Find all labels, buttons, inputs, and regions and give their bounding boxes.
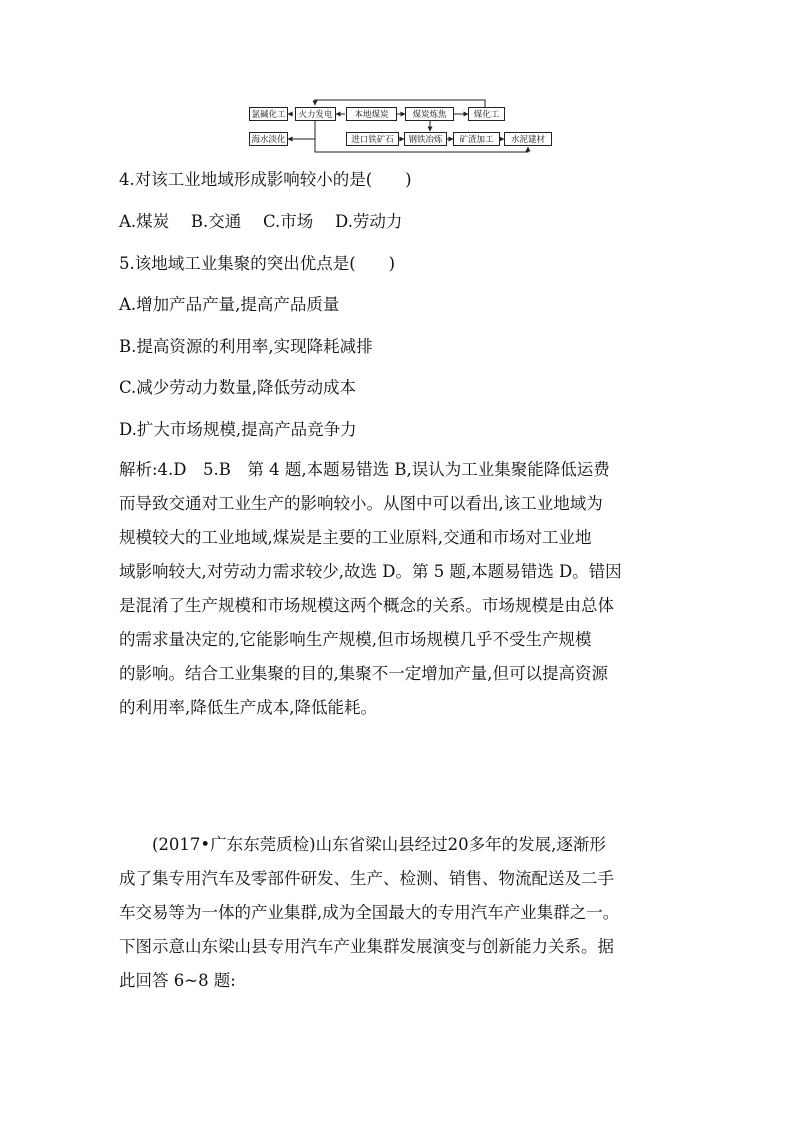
node-steel-smelting: 钢铁冶炼 <box>404 132 447 146</box>
material-line: 下图示意山东梁山县专用汽车产业集群发展演变与创新能力关系。据 <box>119 937 614 956</box>
node-slag-processing: 矿渣加工 <box>453 132 500 146</box>
analysis-line: 域影响较大,对劳动力需求较少,故选 D。第 5 题,本题易错选 D。错因 <box>119 562 622 581</box>
analysis-line: 的需求量决定的,它能影响生产规模,但市场规模几乎不受生产规模 <box>119 630 592 649</box>
node-thermal-power: 火力发电 <box>295 107 336 121</box>
loop-coalchem-to-power <box>315 100 485 107</box>
question-5-option-a: A.增加产品产量,提高产品质量 <box>119 295 340 314</box>
node-chlor-alkali: 氯碱化工 <box>249 107 288 121</box>
question-5-option-b: B.提高资源的利用率,实现降耗减排 <box>119 337 373 356</box>
node-local-coal: 本地煤炭 <box>346 107 397 121</box>
material-line: (2017•广东东莞质检)山东省梁山县经过20多年的发展,逐渐形 <box>152 835 606 854</box>
node-coal-chemical: 煤化工 <box>468 107 505 121</box>
arrow-power-to-desal <box>288 121 315 139</box>
material-line: 此回答 6~8 题: <box>119 971 236 990</box>
question-5-option-c: C.减少劳动力数量,降低劳动成本 <box>119 378 357 397</box>
industry-flow-diagram <box>245 95 565 157</box>
material-line: 车交易等为一体的产业集群,成为全国最大的专用汽车产业集群之一。 <box>119 903 620 922</box>
diagram-connectors <box>245 95 565 157</box>
analysis-line: 的影响。结合工业集聚的目的,集聚不一定增加产量,但可以提高资源 <box>119 664 608 683</box>
node-coal-coking: 煤炭炼焦 <box>405 107 454 121</box>
question-5-stem: 5.该地域工业集聚的突出优点是( ) <box>119 254 396 273</box>
analysis-block <box>119 453 699 725</box>
analysis-line: 解析:4.D 5.B 第 4 题,本题易错选 B,误认为工业集聚能降低运费 <box>119 460 610 479</box>
question-4-options: A.煤炭 B.交通 C.市场 D.劳动力 <box>119 212 403 231</box>
node-desalination: 海水淡化 <box>249 132 288 146</box>
analysis-line: 的利用率,降低生产成本,降低能耗。 <box>119 698 377 717</box>
node-cement: 水泥建材 <box>504 132 552 146</box>
material-block <box>119 828 699 998</box>
question-4-stem: 4.对该工业地域形成影响较小的是( ) <box>119 170 412 189</box>
analysis-line: 而导致交通对工业生产的影响较小。从图中可以看出,该工业地域为 <box>119 494 603 513</box>
node-imported-ore: 进口铁矿石 <box>346 132 399 146</box>
analysis-line: 是混淆了生产规模和市场规模这两个概念的关系。市场规模是由总体 <box>119 596 614 615</box>
question-5-option-d: D.扩大市场规模,提高产品竞争力 <box>119 420 357 439</box>
material-line: 成了集专用汽车及零部件研发、生产、检测、销售、物流配送及二手 <box>119 869 614 888</box>
analysis-line: 规模较大的工业地域,煤炭是主要的工业原料,交通和市场对工业地 <box>119 528 592 547</box>
